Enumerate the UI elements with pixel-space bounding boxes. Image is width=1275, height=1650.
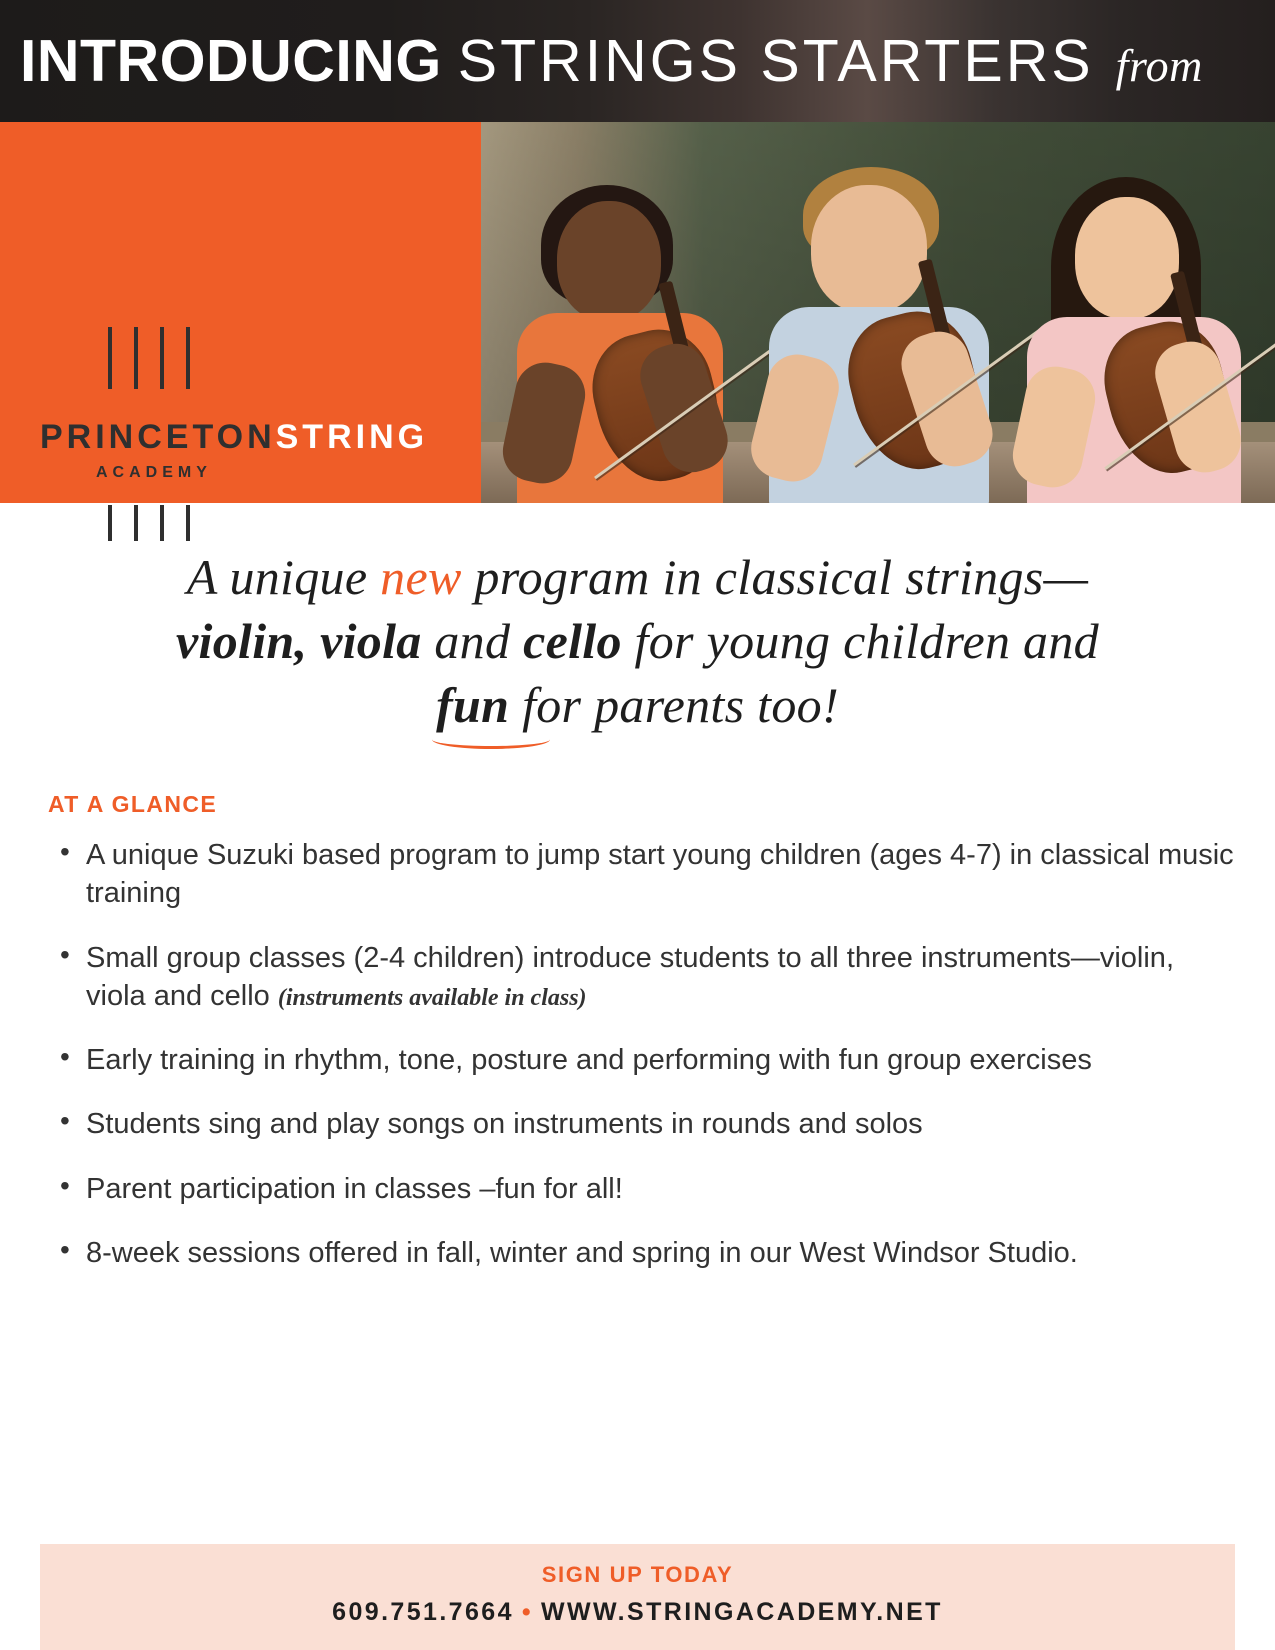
- tagline-line3-end: for parents too!: [509, 677, 839, 733]
- signup-footer: [40, 1544, 1235, 1650]
- logo-word-princeton: PRINCETON: [40, 418, 276, 456]
- list-item: [48, 1041, 1235, 1079]
- logo-panel: [0, 122, 481, 503]
- logo-strings-bottom-icon: [108, 505, 190, 541]
- header-title: [20, 27, 1203, 94]
- list-item: [48, 1170, 1235, 1208]
- child-violinist-2: [749, 163, 1029, 503]
- list-item-text: Students sing and play songs on instruments in rounds and solos: [86, 1108, 923, 1141]
- header-title-bold: INTRODUCING: [20, 27, 442, 94]
- list-item: [48, 1105, 1235, 1143]
- logo-subtitle: ACADEMY: [96, 464, 212, 481]
- header-banner: [0, 0, 1275, 122]
- tagline-part1: A unique: [186, 549, 381, 605]
- tagline-line2-end: for young children and: [621, 613, 1099, 669]
- tagline-bold-fun: fun: [436, 677, 510, 733]
- list-item: [48, 1234, 1235, 1272]
- tagline: [66, 545, 1209, 737]
- at-a-glance-heading: AT A GLANCE: [48, 791, 218, 817]
- list-item: [48, 939, 1235, 1016]
- child-violinist-1: [501, 173, 761, 503]
- tagline-fun-wrap: [436, 673, 509, 737]
- website-url[interactable]: WWW.STRINGACADEMY.NET: [541, 1598, 943, 1626]
- separator-dot-icon: •: [521, 1598, 534, 1626]
- tagline-line2-mid: and: [421, 613, 524, 669]
- list-item-text: 8-week sessions offered in fall, winter and spring in our West Windsor Studio.: [86, 1236, 1078, 1269]
- list-item-text: Parent participation in classes –fun for all!: [86, 1172, 623, 1205]
- contact-line: [40, 1598, 1235, 1627]
- tagline-part2: program in classical strings—: [461, 549, 1089, 605]
- logo-word-string: STRING: [275, 418, 429, 456]
- signup-heading: SIGN UP TODAY: [541, 1562, 734, 1587]
- list-item-text: Small group classes (2-4 children) introduce students to all three instruments—violin, viola and cello: [86, 941, 1174, 1012]
- list-item-text: A unique Suzuki based program to jump start young children (ages 4-7) in classical music training: [86, 839, 1234, 910]
- tagline-accent-new: new: [380, 549, 462, 605]
- at-a-glance-list: [48, 836, 1235, 1272]
- child-violinist-3: [1013, 171, 1275, 503]
- logo-wordmark: [40, 418, 428, 457]
- logo-strings-top-icon: [108, 327, 190, 389]
- header-title-italic: from: [1115, 39, 1203, 91]
- phone-number[interactable]: 609.751.7664: [332, 1598, 514, 1626]
- hero-section: [0, 122, 1275, 503]
- header-title-light: STRINGS STARTERS: [457, 27, 1094, 94]
- list-item-note: (instruments available in class): [277, 984, 587, 1011]
- list-item-text: Early training in rhythm, tone, posture and performing with fun group exercises: [86, 1044, 1092, 1077]
- list-item: [48, 836, 1235, 913]
- tagline-bold-instruments: violin, viola: [176, 613, 422, 669]
- hero-photo-children-playing-violins: [481, 122, 1275, 503]
- tagline-bold-cello: cello: [523, 613, 622, 669]
- underline-swoosh-icon: [432, 730, 550, 749]
